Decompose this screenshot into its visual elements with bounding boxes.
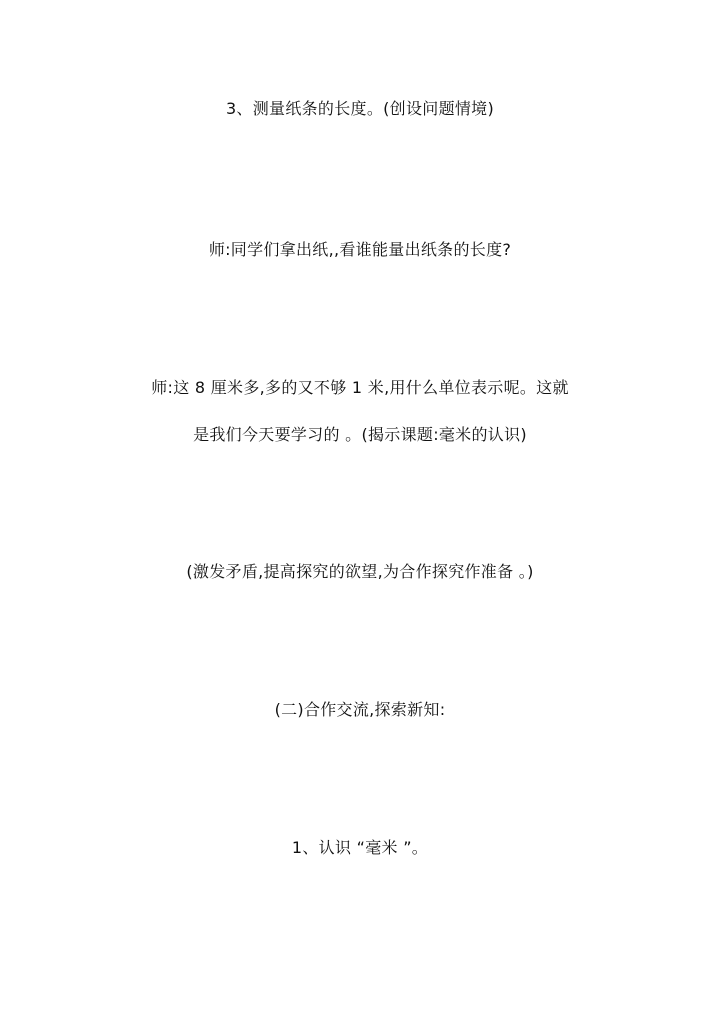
teacher-line-measure-prompt: 师:同学们拿出纸,,看谁能量出纸条的长度? [208,240,512,259]
step-heading-measure-paper: 3、测量纸条的长度。(创设问题情境) [225,99,495,118]
teacher-line-unit-question: 师:这 8 厘米多,多的又不够 1 米,用什么单位表示呢。这就 [151,378,569,397]
teacher-line-topic-reveal: 是我们今天要学习的 。(揭示课题:毫米的认识) [193,425,527,444]
design-note: (激发矛盾,提高探究的欲望,为合作探究作准备 。) [186,562,534,581]
section-heading-cooperation: (二)合作交流,探索新知: [274,700,446,719]
subsection-heading-millimeter: 1、认识 “毫米 ”。 [291,838,429,857]
